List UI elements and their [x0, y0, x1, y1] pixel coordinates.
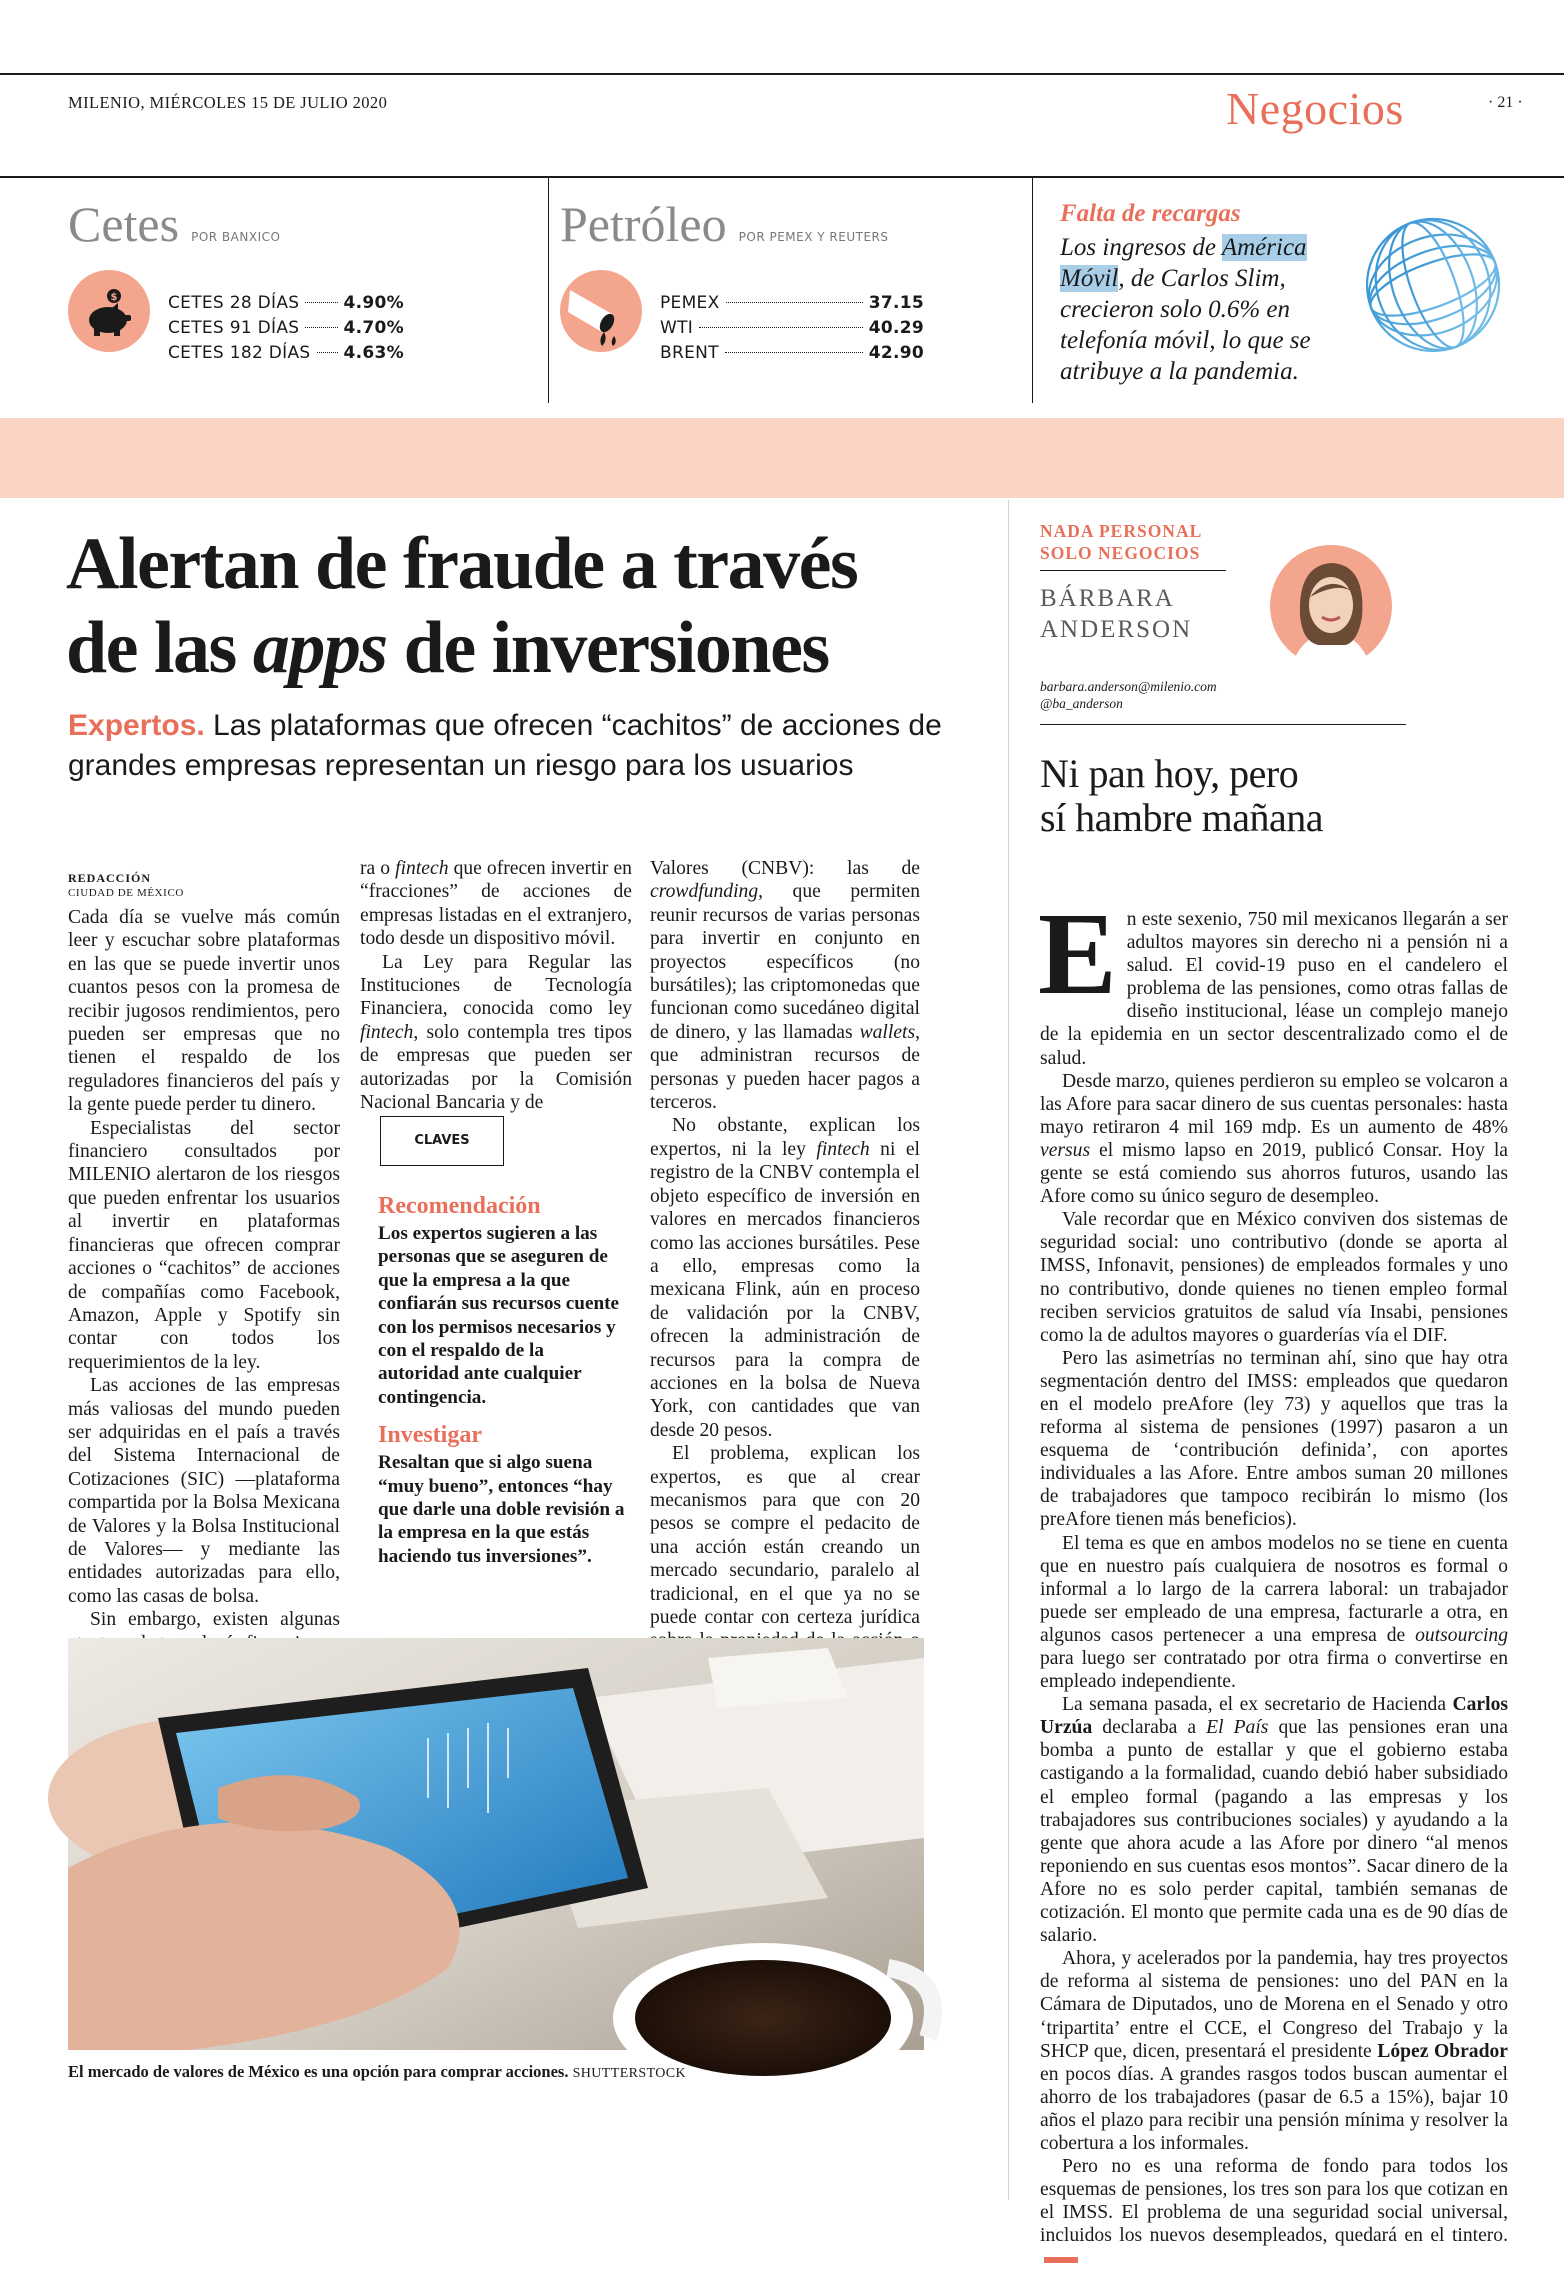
recargas-title: Falta de recargas	[1060, 200, 1241, 227]
recargas-text: Los ingresos de América Móvil, de Carlos Slim, crecieron solo 0.6% en telefonía móvil, lo que se atribuye a la pandemia.	[1060, 234, 1311, 385]
pemex-row: PEMEX 37.15	[660, 293, 924, 313]
petroleo-title: Petróleo	[560, 196, 727, 252]
drop-cap: E	[1038, 888, 1117, 1019]
cetes-row-91: CETES 91 DÍAS 4.70%	[168, 318, 404, 338]
article-col-2: ra o fintech que ofrecen invertir en “fracciones” de acciones de empresas listadas en el extranjero, todo desde un dispositivo móvil. La Ley para Regular las Instituciones de Tecnología Financiera, conocida como ley fintech, solo contempla tres tipos de empresas que pueden ser autorizadas por la Comisión Nacional Bancaria y de	[360, 858, 632, 1114]
column-end-mark	[1044, 2257, 1078, 2263]
publication-date: MILENIO, MIÉRCOLES 15 DE JULIO 2020	[68, 93, 388, 112]
svg-text:$: $	[110, 292, 118, 303]
petroleo-box	[560, 195, 1020, 395]
cetes-title: Cetes	[68, 196, 180, 252]
deck-label: Expertos.	[68, 709, 205, 742]
article-photo	[68, 1638, 924, 2050]
claves-heading-2: Investigar	[378, 1422, 482, 1449]
column-headline: Ni pan hoy, pero sí hambre mañana	[1040, 751, 1323, 840]
dateline: CIUDAD DE MÉXICO	[68, 887, 184, 899]
page-number: · 21 ·	[1488, 94, 1523, 111]
column-author: BÁRBARA ANDERSON	[1040, 585, 1193, 643]
oil-drop-icon	[560, 270, 642, 352]
section-title: Negocios	[1226, 83, 1404, 134]
cetes-source: POR BANXICO	[191, 230, 281, 244]
claves-text-2: Resaltan que si algo suena “muy bueno”, entonces “hay que darle una doble revisión a la empresa en la que estás haciendo tus inversiones”.	[378, 1452, 625, 1567]
claves-heading-1: Recomendación	[378, 1193, 541, 1219]
claves-label: CLAVES	[380, 1116, 504, 1166]
brent-row: BRENT 42.90	[660, 343, 924, 363]
article-col-3: Valores (CNBV): las de crowdfunding, que permiten reunir recursos de varias personas para invertir en conjunto en proyectos específicos (no bursátiles); las criptomonedas que funcionan como sucedáneo digital de dinero, y las llamadas wallets, que administran recursos de personas y pueden hacer pagos a terceros. No obstante, explican los expertos, ni la ley fintech ni el registro de la CNBV contempla el objeto específico de inversión en valores en mercados financieros como las acciones bursátiles. Pese a ello, empresas como la mexicana Flink, aún en proceso de validación por la CNBV, ofrecen la administración de recursos para la compra de acciones en la bolsa de Nueva York, con cantidades que van desde 20 pesos. El problema, explican los expertos, es que al crear mecanismos para que con 20 pesos se compre el pedacito de una acción están creando un mercado secundario, paralelo al tradicional, en el que ya no se puede contar con certeza jurídica	[650, 857, 920, 1676]
cetes-box	[68, 195, 508, 395]
cetes-row-182: CETES 182 DÍAS 4.63%	[168, 343, 404, 363]
byline: REDACCIÓN	[68, 871, 152, 885]
author-email[interactable]: barbara.anderson@milenio.com	[1040, 679, 1217, 694]
petroleo-source: POR PEMEX Y REUTERS	[738, 230, 889, 244]
claves-text-1: Los expertos sugieren a las personas que se aseguren de que la empresa a la que confiarán sus recursos cuente con los permisos necesarios y con el respaldo de la autoridad ante cualquier contingencia.	[378, 1223, 620, 1408]
author-avatar	[1270, 545, 1392, 667]
ad-band	[0, 418, 1564, 498]
column-body: E n este sexenio, 750 mil mexicanos llegarán a ser adultos mayores sin derecho ni a pensión ni a salud. El covid-19 puso en el candelero el problema de las pensiones, como otras fallas de diseño institucional, léase un complejo manejo de la epidemia en un sector descentralizado como el de salud. Desde marzo, quienes perdieron su empleo se volcaron a las Afore para sacar dinero de sus cuentas personales: hasta mayo retiraron 4 mil 169 mdp. Es un aumento de 48% versus el mismo lapso en 2019, publicó Consar. Hoy la gente se está comiendo sus ahorros futuros, usando las Afore como su único seguro de desempleo. Vale recordar que en México conviven dos sistemas de seguridad social: uno contributivo (donde se aporta al IMSS, Infonavit, pensiones) de empleados formales y uno no contributivo, donde quienes no tienen empleo formal reciben servicios gratuitos de salud vía Insabi, pensiones como la de adultos mayores o guarderías vía el DIF. Pero las asimetrías no terminan ahí, sino que hay otra segmentación dentro del IMSS: empleados que quedaron en el modelo preAfore (ley 73) y aquellos que tras la reforma al sistema de pensiones (1997) pasaron a un esquema de ‘contribución definida’, con aportes individuales a las Afore. Entre ambos suman 20 millones de trabajadores que tampoco recibirán lo mismo (los preAfore tienen más beneficios). El tema es que en ambos modelos no se tiene en cuenta que en nuestro país cualquiera de nosotros es formal o informal a lo largo de la carrera laboral: un trabajador puede ser empleado de una empresa, facturarle a otra, en algunos casos pertenecer a una empresa de outsourcing para luego ser contratado por otra firma o convertirse en empleado independiente. La semana pasada, el ex secretario de Hacienda Carlos Urzúa declaraba a El País que las pensiones eran una bomba a punto de estallar y que el gobierno estaba castigando a la formalidad, cuando debió haber subsidiado el empleo formal (pagando a las empresas y los trabajadores sus contribuciones sociales) y ayudando a la gente que ahora acude a las Afore por dinero “al menos reponiendo en sus cuentas esos montos”. Sacar dinero de la Afore no es solo perder capital, también semanas de cotización. El monto que permite cada una es de 90 días de salario. Ahora, y acelerados por la pandemia, hay tres proyectos de reforma al sistema de pensiones: uno del PAN en la Cámara de Diputados, uno de Morena en el Senado y otro ‘tripartita’ entre el CCE, el Congreso del Trabajo y la SHCP que, dicen, presentará el presidente López Obrador en pocos días. A grandes rasgos todos buscan aumentar el ahorro de los trabajadores (pasar de 6.5 a 15%), bajar 10 años el plazo para recibir una pensión mínima y resolver la cobertura a los informales. Pero no es una reforma de fondo para todos los esquemas de pensiones, los tres son para los que cotizan en el IMSS. El problema de una seguridad social universal, incluidos los nuevos desempleados, quedará en el tintero.	[1040, 908, 1508, 2271]
photo-caption: El mercado de valores de México es una opción para comprar acciones. SHUTTERSTOCK	[68, 2062, 687, 2081]
author-handle[interactable]: @ba_anderson	[1040, 696, 1123, 711]
cetes-row-28: CETES 28 DÍAS 4.90%	[168, 293, 404, 313]
article-deck: Expertos. Las plataformas que ofrecen “cachitos” de acciones de grandes empresas representan un riesgo para los usuarios	[68, 709, 942, 782]
column-kicker: NADA PERSONAL SOLO NEGOCIOS	[1040, 521, 1203, 563]
claves-box	[378, 1192, 626, 1568]
article-headline: Alertan de fraude a través de las apps de inversiones	[66, 523, 858, 689]
article-col-1: Cada día se vuelve más común leer y escuchar sobre plataformas en las que se puede invertir unos cuantos pesos con la promesa de recibir jugosos rendimientos, pero pueden ser empresas que no tienen el respaldo de los reguladores financieros del país y la gente puede perder tu dinero. Especialistas del sector financiero consultados por MILENIO alertaron de los riesgos que pueden enfrentar los usuarios al invertir en plataformas financieras que ofrecen comprar acciones o “cachitos” de acciones de compañías como Facebook, Amazon, Apple y Spotify sin contar con todos los requerimientos de la ley. Las acciones de las empresas más valiosas del mundo pueden ser adquiridas en el país a través del Sistema Internacional de Cotizaciones (SIC) —plataforma compartida por la Bolsa Mexicana de Valores y la Bolsa Institucional de Valores— y mediante las entidades autorizadas para ello, como las casas de bolsa. Sin embargo, existen algunas	[68, 907, 340, 1631]
wti-row: WTI 40.29	[660, 318, 924, 338]
america-movil-highlight: América Móvil	[1060, 234, 1307, 292]
piggy-bank-icon	[68, 270, 150, 352]
photo-credit: SHUTTERSTOCK	[572, 2066, 687, 2081]
globe-logo-icon	[1358, 210, 1508, 360]
recargas-box	[1060, 200, 1350, 387]
